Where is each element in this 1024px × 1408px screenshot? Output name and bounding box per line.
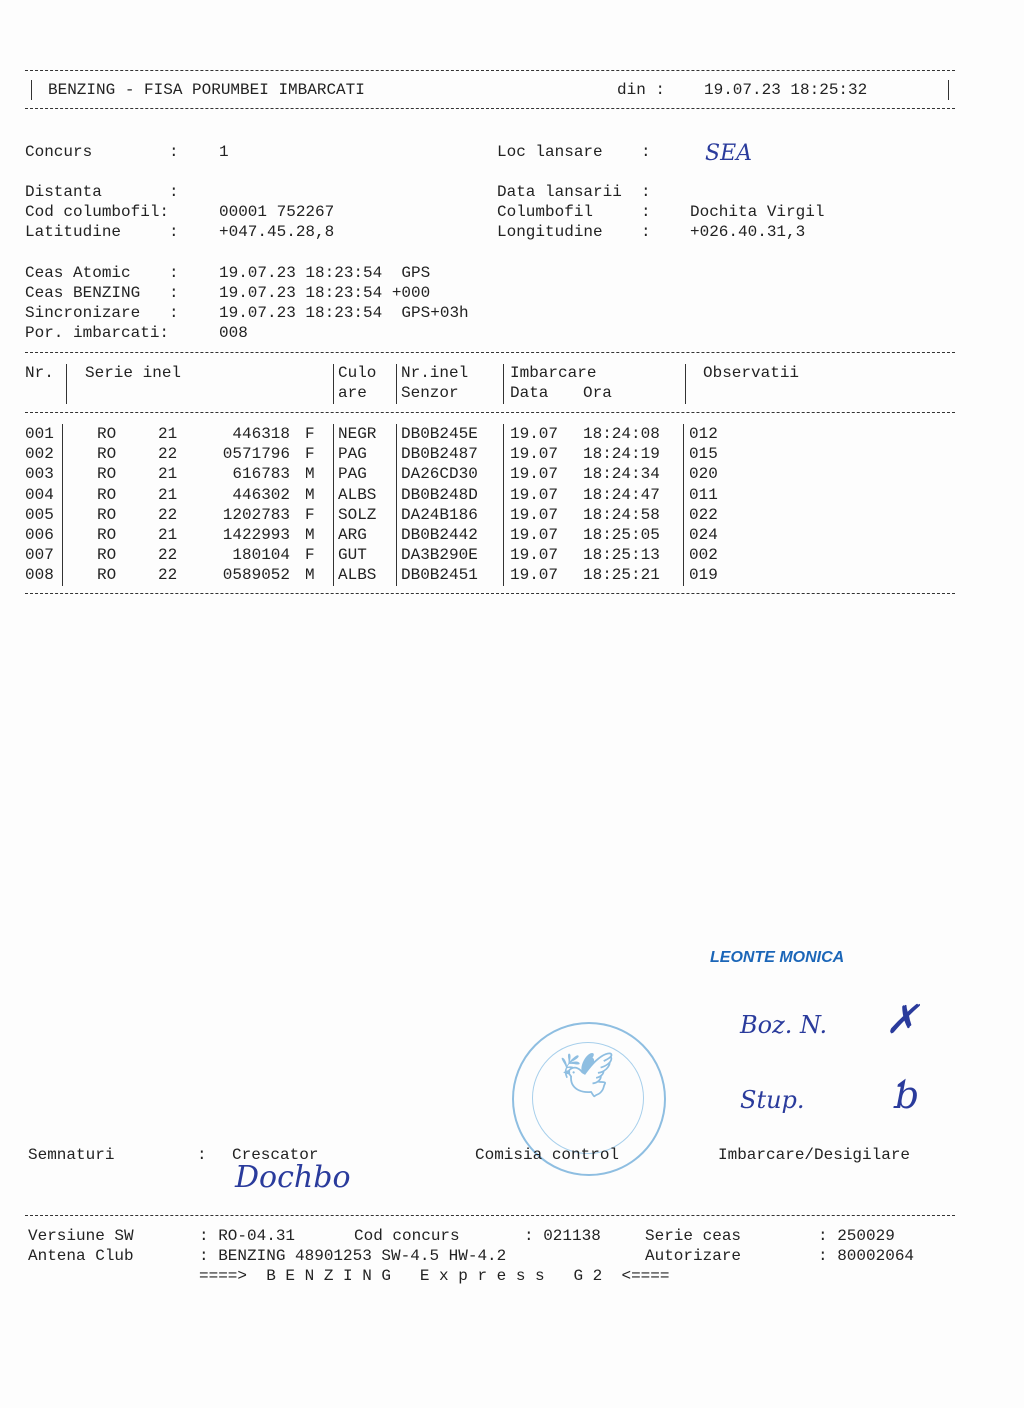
cell-sensor: DA24B186 bbox=[401, 505, 478, 524]
cell-sex: M bbox=[305, 465, 315, 484]
cell-observatii: 011 bbox=[689, 485, 718, 504]
columbofil-value: Dochita Virgil bbox=[690, 203, 825, 221]
imbarcare-desigilare-label: Imbarcare/Desigilare bbox=[718, 1146, 911, 1164]
col-observatii: Observatii bbox=[703, 364, 800, 382]
cell-time: 18:25:21 bbox=[583, 566, 660, 585]
signature-mark: ✗ bbox=[885, 997, 919, 1043]
cell-year: 21 bbox=[158, 465, 178, 484]
columbofil-label: Columbofil : bbox=[497, 203, 651, 221]
cell-year: 22 bbox=[158, 445, 178, 464]
cell-sensor: DB0B2451 bbox=[401, 566, 478, 585]
cell-observatii: 019 bbox=[689, 566, 718, 585]
cell-sensor: DB0B2487 bbox=[401, 445, 478, 464]
semnaturi-colon: : bbox=[197, 1146, 207, 1164]
cell-date: 19.07 bbox=[510, 546, 559, 565]
cod-columbofil-value: 00001 752267 bbox=[219, 203, 335, 221]
cell-date: 19.07 bbox=[510, 566, 559, 585]
cell-nr: 007 bbox=[25, 546, 54, 565]
cell-date: 19.07 bbox=[510, 425, 559, 443]
cell-date: 19.07 bbox=[510, 445, 559, 464]
cell-year: 22 bbox=[158, 566, 178, 585]
longitudine-value: +026.40.31,3 bbox=[690, 223, 806, 241]
col-senzor: Senzor bbox=[401, 384, 459, 402]
cell-sex: F bbox=[305, 425, 315, 443]
cell-country: RO bbox=[97, 546, 117, 565]
cell-year: 22 bbox=[158, 546, 178, 565]
col-serie-inel: Serie inel bbox=[85, 364, 182, 382]
cell-nr: 005 bbox=[25, 505, 54, 524]
cell-ring-number: 180104 bbox=[232, 546, 290, 565]
antena-club-value: : BENZING 48901253 SW-4.5 HW-4.2 bbox=[199, 1247, 507, 1265]
cell-ring-number: 0571796 bbox=[222, 445, 290, 464]
cell-time: 18:24:34 bbox=[583, 465, 660, 484]
cell-country: RO bbox=[97, 425, 117, 443]
autorizare-value: : 80002064 bbox=[818, 1247, 915, 1265]
latitudine-label: Latitudine : bbox=[25, 223, 179, 241]
serie-ceas-label: Serie ceas bbox=[645, 1227, 742, 1245]
cell-observatii: 024 bbox=[689, 526, 718, 544]
cell-color: GUT bbox=[338, 546, 367, 565]
cell-observatii: 022 bbox=[689, 505, 718, 524]
cell-time: 18:24:08 bbox=[583, 425, 660, 443]
cell-ring-number: 446302 bbox=[232, 485, 290, 504]
cell-observatii: 015 bbox=[689, 445, 718, 464]
cell-ring-number: 0589052 bbox=[222, 566, 290, 585]
distanta-label: Distanta : bbox=[25, 183, 179, 201]
cell-sensor: DB0B2442 bbox=[401, 526, 478, 544]
divider bbox=[25, 412, 955, 413]
cell-sex: F bbox=[305, 505, 315, 524]
col-imbarcare: Imbarcare bbox=[510, 364, 597, 382]
cell-sex: M bbox=[305, 566, 315, 585]
cod-columbofil-label: Cod columbofil: bbox=[25, 203, 170, 221]
cell-time: 18:25:05 bbox=[583, 526, 660, 544]
cell-ring-number: 616783 bbox=[232, 465, 290, 484]
cell-color: ALBS bbox=[338, 485, 377, 504]
antena-club-label: Antena Club bbox=[28, 1247, 134, 1265]
cell-color: NEGR bbox=[338, 425, 377, 443]
concurs-value: 1 bbox=[219, 143, 229, 161]
cell-time: 18:24:47 bbox=[583, 485, 660, 504]
cell-nr: 003 bbox=[25, 465, 54, 484]
cell-nr: 001 bbox=[25, 425, 54, 443]
cell-time: 18:25:13 bbox=[583, 546, 660, 565]
signature-mark: ƅ bbox=[895, 1073, 920, 1117]
cell-sex: F bbox=[305, 445, 315, 464]
cell-year: 22 bbox=[158, 505, 178, 524]
cell-date: 19.07 bbox=[510, 465, 559, 484]
divider bbox=[25, 108, 955, 109]
dove-icon: 🕊 bbox=[559, 1054, 615, 1104]
cell-ring-number: 1422993 bbox=[222, 526, 290, 544]
cell-sensor: DB0B248D bbox=[401, 485, 478, 504]
footer-banner: ====> B E N Z I N G E x p r e s s G 2 <==== bbox=[199, 1267, 670, 1285]
divider bbox=[25, 593, 955, 594]
sincronizare-value: 19.07.23 18:23:54 GPS+03h bbox=[219, 304, 469, 322]
divider bbox=[948, 80, 949, 100]
versiune-sw-label: Versiune SW bbox=[28, 1227, 134, 1245]
cell-sex: M bbox=[305, 485, 315, 504]
cell-color: PAG bbox=[338, 445, 367, 464]
cell-observatii: 002 bbox=[689, 546, 718, 565]
ceas-benzing-value: 19.07.23 18:23:54 +000 bbox=[219, 284, 431, 302]
cell-observatii: 020 bbox=[689, 465, 718, 484]
sincronizare-label: Sincronizare : bbox=[25, 304, 179, 322]
cell-nr: 008 bbox=[25, 566, 54, 585]
divider bbox=[25, 70, 955, 71]
ceas-atomic-label: Ceas Atomic : bbox=[25, 264, 179, 282]
cell-sensor: DB0B245E bbox=[401, 425, 478, 443]
handwritten-signature: Boz. N. bbox=[740, 1011, 828, 1039]
comisia-control-label: Comisia control bbox=[475, 1146, 620, 1164]
cell-year: 21 bbox=[158, 425, 178, 443]
cell-country: RO bbox=[97, 526, 117, 544]
col-ora: Ora bbox=[583, 384, 612, 402]
din-label: din : bbox=[617, 81, 666, 99]
cell-nr: 004 bbox=[25, 485, 54, 504]
semnaturi-label: Semnaturi bbox=[28, 1146, 115, 1164]
cod-concurs-value: : 021138 bbox=[524, 1227, 601, 1245]
cod-concurs-label: Cod concurs bbox=[354, 1227, 460, 1245]
col-data: Data bbox=[510, 384, 549, 402]
cell-color: ALBS bbox=[338, 566, 377, 585]
loc-lansare-label: Loc lansare : bbox=[497, 143, 651, 161]
cell-year: 21 bbox=[158, 526, 178, 544]
concurs-label: Concurs : bbox=[25, 143, 179, 161]
data-lansarii-label: Data lansarii : bbox=[497, 183, 651, 201]
cell-time: 18:24:58 bbox=[583, 505, 660, 524]
cell-country: RO bbox=[97, 485, 117, 504]
cell-sensor: DA3B290E bbox=[401, 546, 478, 565]
ceas-benzing-label: Ceas BENZING : bbox=[25, 284, 179, 302]
cell-ring-number: 1202783 bbox=[222, 505, 290, 524]
ceas-atomic-value: 19.07.23 18:23:54 GPS bbox=[219, 264, 431, 282]
crescator-label: Crescator bbox=[232, 1146, 319, 1164]
por-imbarcati-value: 008 bbox=[219, 324, 248, 342]
cell-color: PAG bbox=[338, 465, 367, 484]
cell-color: ARG bbox=[338, 526, 367, 544]
cell-sex: F bbox=[305, 546, 315, 565]
serie-ceas-value: : 250029 bbox=[818, 1227, 895, 1245]
longitudine-label: Longitudine : bbox=[497, 223, 651, 241]
document-datetime: 19.07.23 18:25:32 bbox=[704, 81, 868, 99]
cell-date: 19.07 bbox=[510, 505, 559, 524]
cell-sensor: DA26CD30 bbox=[401, 465, 478, 484]
autorizare-label: Autorizare bbox=[645, 1247, 742, 1265]
document-title: BENZING - FISA PORUMBEI IMBARCATI bbox=[48, 81, 365, 99]
divider bbox=[25, 1215, 955, 1216]
latitudine-value: +047.45.28,8 bbox=[219, 223, 335, 241]
cell-nr: 002 bbox=[25, 445, 54, 464]
col-culoare-2: are bbox=[338, 384, 367, 402]
cell-ring-number: 446318 bbox=[232, 425, 290, 443]
loc-lansare-value: SEA bbox=[705, 141, 753, 166]
cell-nr: 006 bbox=[25, 526, 54, 544]
handwritten-signature: Stup. bbox=[740, 1086, 805, 1114]
cell-country: RO bbox=[97, 505, 117, 524]
versiune-sw-value: : RO-04.31 bbox=[199, 1227, 296, 1245]
divider bbox=[25, 352, 955, 353]
cell-date: 19.07 bbox=[510, 526, 559, 544]
divider bbox=[31, 80, 32, 100]
col-culoare: Culo bbox=[338, 364, 377, 382]
col-nr: Nr. bbox=[25, 364, 54, 382]
cell-country: RO bbox=[97, 566, 117, 585]
col-nr-inel: Nr.inel bbox=[401, 364, 469, 382]
cell-year: 21 bbox=[158, 485, 178, 504]
stamp-name: LEONTE MONICA bbox=[710, 949, 845, 966]
cell-observatii: 012 bbox=[689, 425, 718, 443]
cell-date: 19.07 bbox=[510, 485, 559, 504]
cell-sex: M bbox=[305, 526, 315, 544]
cell-color: SOLZ bbox=[338, 505, 377, 524]
por-imbarcati-label: Por. imbarcati: bbox=[25, 324, 170, 342]
cell-time: 18:24:19 bbox=[583, 445, 660, 464]
cell-country: RO bbox=[97, 445, 117, 464]
crescator-signature: Dochbo bbox=[235, 1160, 351, 1195]
cell-country: RO bbox=[97, 465, 117, 484]
